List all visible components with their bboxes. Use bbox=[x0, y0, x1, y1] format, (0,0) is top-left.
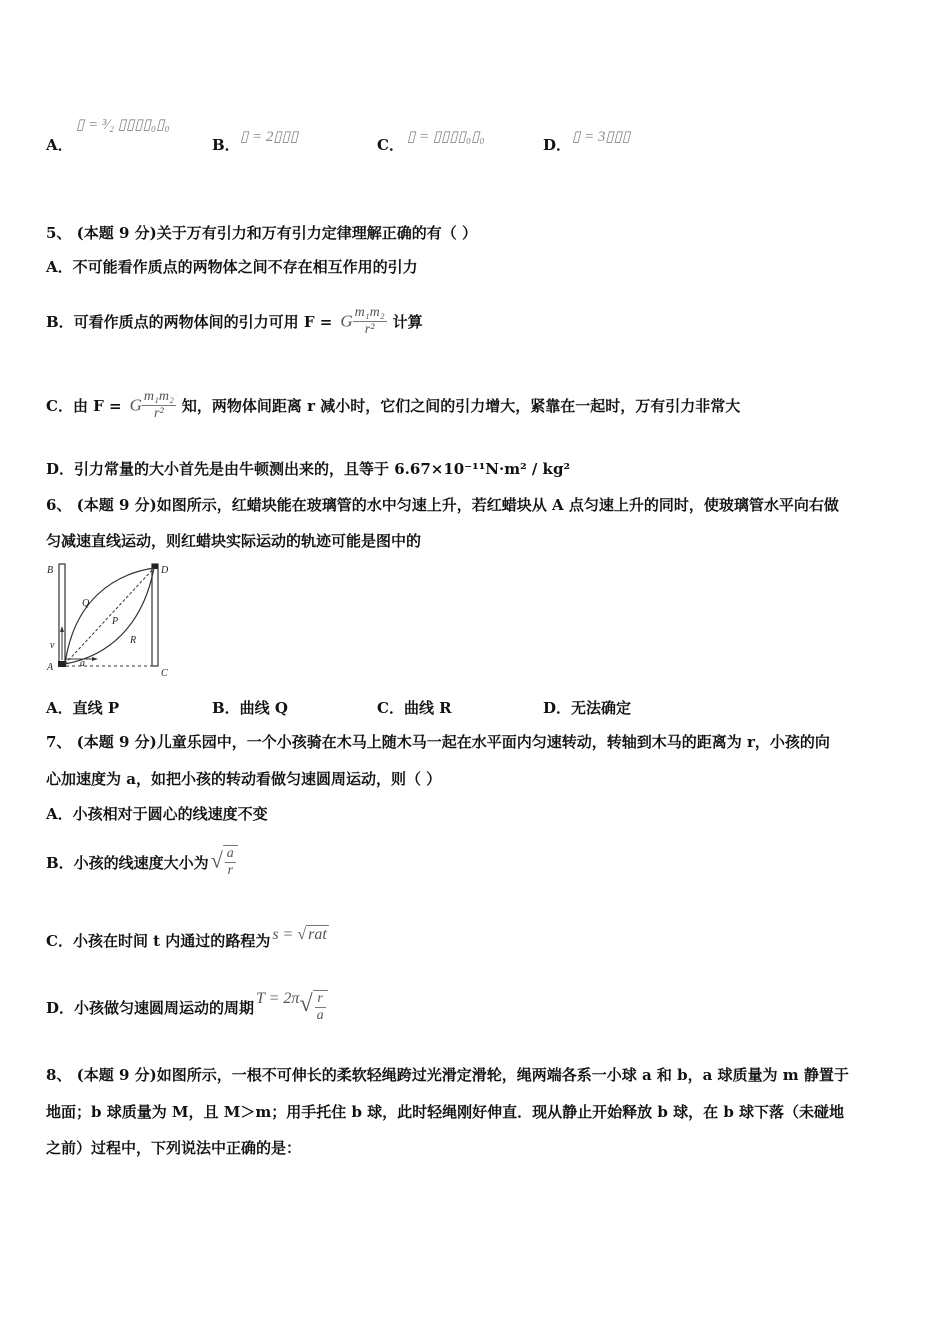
formula-numerator: m₁m₂ bbox=[143, 388, 174, 404]
q8-stem-line2: 地面；b 球质量为 M，且 M＞m；用手托住 b 球，此时轻绳刚好伸直．现从静止开始释放 b 球，在 b 球下落（未碰地 bbox=[46, 1103, 845, 1121]
q5-option-c-text: C．由 F = bbox=[46, 396, 122, 415]
q6-option-d: D．无法确定 bbox=[543, 699, 632, 717]
q4-option-a-formula: ▯ = ³⁄₂ ▯▯▯▯₀▯₀ bbox=[76, 117, 170, 133]
formula-fraction bbox=[315, 991, 326, 1024]
formula-g: G bbox=[340, 311, 353, 330]
q4-option-d-label: D． bbox=[543, 136, 572, 154]
formula-fraction bbox=[353, 305, 387, 338]
label-v: v bbox=[50, 640, 55, 651]
formula-radicand bbox=[223, 845, 238, 879]
q6-options bbox=[0, 697, 950, 721]
q4-option-b-formula: ▯ = 2▯▯▯ bbox=[240, 129, 299, 145]
acceleration-arrowhead bbox=[92, 657, 98, 661]
q5-option-c-suffix: 知，两物体间距离 r 减小时，它们之间的引力增大，紧靠在一起时，万有引力非常大 bbox=[181, 396, 741, 415]
formula-radicand bbox=[313, 990, 328, 1024]
label-r: R bbox=[130, 635, 137, 646]
q7-option-d-text: D．小孩做匀速圆周运动的周期 bbox=[46, 998, 255, 1017]
q7-stem-line1: 7、 (本题 9 分)儿童乐园中，一个小孩骑在木马上随木马一起在水平面内匀速转动，转轴到木马的距离为 r，小孩的向 bbox=[46, 733, 830, 751]
q5-option-b bbox=[46, 296, 423, 346]
right-glass-tube bbox=[152, 564, 158, 666]
formula-numerator: r bbox=[315, 991, 326, 1008]
label-b: B bbox=[47, 565, 54, 576]
q7-option-d bbox=[46, 980, 328, 1034]
q5-option-c bbox=[46, 380, 740, 430]
q7-option-b-text: B．小孩的线速度大小为 bbox=[46, 853, 209, 872]
q7-option-c bbox=[46, 920, 329, 960]
formula-fraction bbox=[225, 846, 236, 879]
q8-stem-line3: 之前）过程中，下列说法中正确的是： bbox=[46, 1139, 302, 1157]
label-p: P bbox=[112, 616, 119, 627]
formula-radicand: rat bbox=[308, 925, 327, 943]
formula-numerator: m₁m₂ bbox=[354, 304, 385, 320]
q5-option-b-text: B．可看作质点的两物体间的引力可用 F = bbox=[46, 312, 333, 331]
label-c: C bbox=[161, 668, 168, 679]
q7-option-a: A．小孩相对于圆心的线速度不变 bbox=[46, 805, 268, 823]
q5-option-d: D．引力常量的大小首先是由牛顿测出来的，且等于 6.67×10⁻¹¹N·m² / kg² bbox=[46, 460, 571, 478]
formula-lhs: s = bbox=[272, 925, 294, 943]
q5-option-c-formula bbox=[130, 389, 176, 422]
q4-option-c-label: C． bbox=[377, 136, 404, 154]
label-d: D bbox=[161, 565, 169, 576]
formula-lhs: T = 2π bbox=[256, 990, 300, 1008]
q7-option-c-text: C．小孩在时间 t 内通过的路程为 bbox=[46, 931, 271, 950]
q7-stem-line2: 心加速度为 a，如把小孩的转动看做匀速圆周运动，则（ ） bbox=[46, 770, 442, 788]
path-p-line bbox=[65, 568, 154, 664]
velocity-arrowhead bbox=[60, 626, 64, 632]
q5-option-b-suffix: 计算 bbox=[392, 312, 423, 331]
formula-numerator: a bbox=[226, 846, 234, 861]
q7-option-d-formula: T = 2π√ $\frac{r}{a}$ bbox=[256, 990, 328, 1024]
formula-fraction bbox=[142, 389, 176, 422]
formula-denominator: r bbox=[227, 863, 233, 878]
formula-denominator: r² bbox=[364, 321, 375, 337]
q4-option-a-label: A． bbox=[46, 136, 73, 154]
q6-option-c: C．曲线 R bbox=[377, 699, 452, 717]
label-a-point: A bbox=[47, 662, 54, 673]
q4-option-c-formula: ▯ = ▯▯▯▯₀▯₀ bbox=[407, 129, 485, 145]
q5-option-b-formula bbox=[340, 305, 386, 338]
q6-figure bbox=[44, 560, 184, 680]
q6-option-a: A．直线 P bbox=[46, 699, 120, 717]
label-q: Q bbox=[82, 598, 90, 609]
q5-stem: 5、 (本题 9 分)关于万有引力和万有引力定律理解正确的有（ ） bbox=[46, 224, 477, 242]
q6-stem-line2: 匀减速直线运动，则红蜡块实际运动的轨迹可能是图中的 bbox=[46, 532, 422, 550]
q5-option-a: A．不可能看作质点的两物体之间不存在相互作用的引力 bbox=[46, 258, 418, 276]
q6-stem-line1: 6、 (本题 9 分)如图所示，红蜡块能在玻璃管的水中匀速上升，若红蜡块从 A 点匀速上升的同时，使玻璃管水平向右做 bbox=[46, 496, 839, 514]
q7-option-b bbox=[46, 836, 238, 888]
q7-option-b-formula: √ $\frac{a}{r}$ bbox=[211, 845, 238, 879]
formula-denominator: r² bbox=[154, 405, 164, 421]
q8-stem-line1: 8、 (本题 9 分)如图所示，一根不可伸长的柔软轻绳跨过光滑定滑轮，绳两端各系一小球 a 和 b，a 球质量为 m 静置于 bbox=[46, 1066, 849, 1084]
formula-g: G bbox=[129, 395, 142, 414]
formula-denominator: a bbox=[316, 1008, 324, 1023]
q7-option-c-formula: s = √ rat bbox=[272, 925, 327, 943]
q4-option-d-formula: ▯ = 3▯▯▯ bbox=[572, 129, 631, 145]
q6-option-b: B．曲线 Q bbox=[212, 699, 288, 717]
q4-option-b-label: B． bbox=[212, 136, 240, 154]
label-a-accel: a bbox=[80, 658, 85, 669]
